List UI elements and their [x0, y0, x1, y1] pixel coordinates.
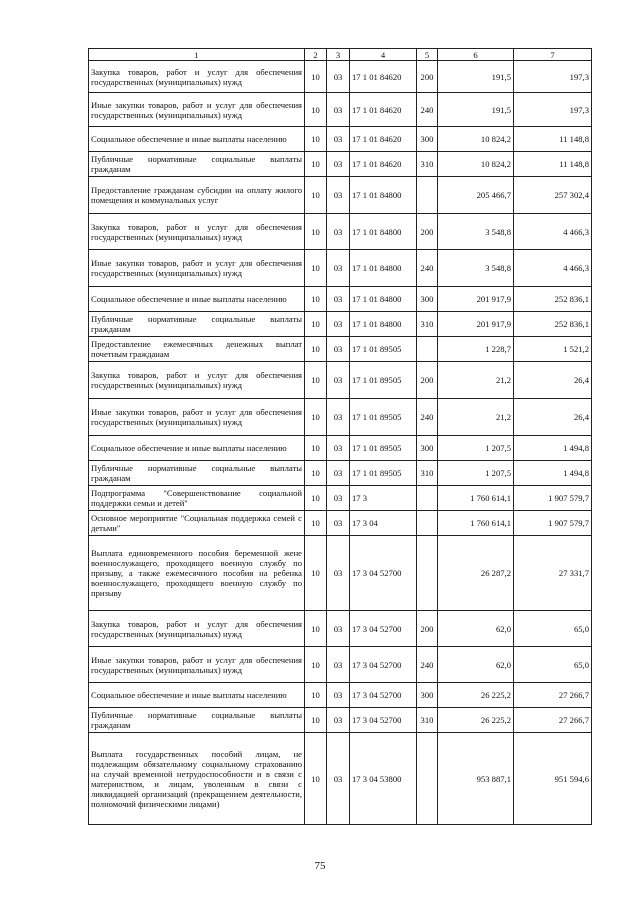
subsection-code: 03 [327, 708, 350, 733]
header-cell: 3 [327, 49, 350, 61]
table-row [89, 152, 592, 177]
row-name: Основное мероприятие "Социальная поддержка семей с детьми" [89, 511, 305, 536]
target-article-code: 17 1 01 84620 [350, 152, 417, 177]
table-row [89, 93, 592, 127]
amount-col6: 62,0 [438, 611, 514, 647]
table-row [89, 61, 592, 93]
header-cell: 7 [514, 49, 592, 61]
header-cell: 2 [305, 49, 327, 61]
amount-col7: 4 466,3 [514, 214, 592, 250]
amount-col7: 252 836,1 [514, 312, 592, 337]
expense-type-code: 310 [417, 461, 438, 486]
target-article-code: 17 1 01 84800 [350, 177, 417, 214]
expense-type-code [417, 177, 438, 214]
subsection-code: 03 [327, 486, 350, 511]
expense-type-code: 200 [417, 611, 438, 647]
expense-type-code: 310 [417, 708, 438, 733]
expense-type-code [417, 337, 438, 362]
subsection-code: 03 [327, 312, 350, 337]
row-name: Иные закупки товаров, работ и услуг для обеспечения государственных (муниципальных) нужд [89, 647, 305, 683]
table-row [89, 250, 592, 287]
subsection-code: 03 [327, 127, 350, 152]
amount-col6: 201 917,9 [438, 312, 514, 337]
amount-col6: 1 228,7 [438, 337, 514, 362]
target-article-code: 17 1 01 84620 [350, 61, 417, 93]
amount-col7: 27 331,7 [514, 536, 592, 611]
expense-type-code: 200 [417, 362, 438, 399]
row-name: Закупка товаров, работ и услуг для обеспечения государственных (муниципальных) нужд [89, 61, 305, 93]
target-article-code: 17 1 01 84620 [350, 93, 417, 127]
section-code: 10 [305, 683, 327, 708]
row-name: Публичные нормативные социальные выплаты гражданам [89, 461, 305, 486]
expense-type-code: 310 [417, 152, 438, 177]
amount-col6: 21,2 [438, 399, 514, 436]
header-cell: 1 [89, 49, 305, 61]
section-code: 10 [305, 511, 327, 536]
amount-col7: 4 466,3 [514, 250, 592, 287]
expense-type-code: 240 [417, 399, 438, 436]
amount-col6: 205 466,7 [438, 177, 514, 214]
row-name: Социальное обеспечение и иные выплаты населению [89, 287, 305, 312]
subsection-code: 03 [327, 683, 350, 708]
expense-type-code: 240 [417, 250, 438, 287]
subsection-code: 03 [327, 250, 350, 287]
table-row [89, 337, 592, 362]
header-row [89, 49, 592, 61]
expense-type-code [417, 486, 438, 511]
amount-col6: 3 548,8 [438, 214, 514, 250]
target-article-code: 17 1 01 89505 [350, 337, 417, 362]
expense-type-code: 300 [417, 127, 438, 152]
target-article-code: 17 1 01 84800 [350, 287, 417, 312]
amount-col6: 26 225,2 [438, 683, 514, 708]
amount-col7: 26,4 [514, 362, 592, 399]
amount-col6: 62,0 [438, 647, 514, 683]
section-code: 10 [305, 127, 327, 152]
table-row [89, 683, 592, 708]
amount-col7: 65,0 [514, 611, 592, 647]
expense-type-code: 200 [417, 61, 438, 93]
table-row [89, 536, 592, 611]
expense-type-code: 300 [417, 436, 438, 461]
row-name: Предоставление гражданам субсидии на оплату жилого помещения и коммунальных услуг [89, 177, 305, 214]
amount-col6: 26 287,2 [438, 536, 514, 611]
row-name: Публичные нормативные социальные выплаты гражданам [89, 152, 305, 177]
row-name: Социальное обеспечение и иные выплаты населению [89, 127, 305, 152]
table-row [89, 733, 592, 825]
expense-type-code [417, 733, 438, 825]
table-row [89, 461, 592, 486]
section-code: 10 [305, 287, 327, 312]
row-name: Публичные нормативные социальные выплаты гражданам [89, 312, 305, 337]
amount-col7: 1 907 579,7 [514, 486, 592, 511]
target-article-code: 17 1 01 84800 [350, 312, 417, 337]
amount-col6: 953 887,1 [438, 733, 514, 825]
target-article-code: 17 3 04 52700 [350, 611, 417, 647]
target-article-code: 17 3 04 [350, 511, 417, 536]
subsection-code: 03 [327, 177, 350, 214]
target-article-code: 17 3 04 53800 [350, 733, 417, 825]
row-name: Иные закупки товаров, работ и услуг для обеспечения государственных (муниципальных) нужд [89, 399, 305, 436]
amount-col6: 21,2 [438, 362, 514, 399]
amount-col7: 11 148,8 [514, 152, 592, 177]
section-code: 10 [305, 399, 327, 436]
amount-col7: 27 266,7 [514, 683, 592, 708]
expense-type-code: 240 [417, 647, 438, 683]
section-code: 10 [305, 486, 327, 511]
expense-type-code [417, 511, 438, 536]
subsection-code: 03 [327, 511, 350, 536]
target-article-code: 17 3 04 52700 [350, 536, 417, 611]
target-article-code: 17 3 [350, 486, 417, 511]
table-row [89, 486, 592, 511]
subsection-code: 03 [327, 733, 350, 825]
section-code: 10 [305, 536, 327, 611]
table-row [89, 399, 592, 436]
subsection-code: 03 [327, 362, 350, 399]
target-article-code: 17 1 01 84800 [350, 250, 417, 287]
row-name: Выплата государственных пособий лицам, не подлежащим обязательному социальному страхованию на случай временной нетрудоспособности и в связи с материнством, и лицам, уволенным в связи с ликвидацией организаций (прекращением деятельности, полномочий физическими лицами) [89, 733, 305, 825]
target-article-code: 17 3 04 52700 [350, 647, 417, 683]
row-name: Выплата единовременного пособия беременной жене военнослужащего, проходящего военную службу по призыву, а также ежемесячного пособия на ребенка военнослужащего, проходящего военную службу по призыву [89, 536, 305, 611]
subsection-code: 03 [327, 399, 350, 436]
target-article-code: 17 3 04 52700 [350, 708, 417, 733]
budget-table-sheet [88, 48, 591, 825]
table-row [89, 436, 592, 461]
amount-col6: 26 225,2 [438, 708, 514, 733]
table-row [89, 177, 592, 214]
section-code: 10 [305, 61, 327, 93]
section-code: 10 [305, 733, 327, 825]
table-row [89, 708, 592, 733]
amount-col6: 3 548,8 [438, 250, 514, 287]
amount-col7: 257 302,4 [514, 177, 592, 214]
header-cell: 6 [438, 49, 514, 61]
expense-type-code: 200 [417, 214, 438, 250]
expense-type-code: 310 [417, 312, 438, 337]
subsection-code: 03 [327, 536, 350, 611]
target-article-code: 17 1 01 89505 [350, 399, 417, 436]
table-row [89, 511, 592, 536]
section-code: 10 [305, 647, 327, 683]
section-code: 10 [305, 214, 327, 250]
row-name: Иные закупки товаров, работ и услуг для обеспечения государственных (муниципальных) нужд [89, 250, 305, 287]
table-row [89, 611, 592, 647]
row-name: Социальное обеспечение и иные выплаты населению [89, 436, 305, 461]
amount-col7: 26,4 [514, 399, 592, 436]
row-name: Социальное обеспечение и иные выплаты населению [89, 683, 305, 708]
expense-type-code: 240 [417, 93, 438, 127]
amount-col6: 191,5 [438, 61, 514, 93]
subsection-code: 03 [327, 287, 350, 312]
amount-col7: 197,3 [514, 61, 592, 93]
table-row [89, 214, 592, 250]
section-code: 10 [305, 362, 327, 399]
table-row [89, 312, 592, 337]
amount-col6: 10 824,2 [438, 127, 514, 152]
table-row [89, 647, 592, 683]
target-article-code: 17 1 01 89505 [350, 362, 417, 399]
header-cell: 4 [350, 49, 417, 61]
subsection-code: 03 [327, 152, 350, 177]
subsection-code: 03 [327, 647, 350, 683]
amount-col7: 1 494,8 [514, 461, 592, 486]
amount-col6: 191,5 [438, 93, 514, 127]
row-name: Публичные нормативные социальные выплаты гражданам [89, 708, 305, 733]
table-row [89, 287, 592, 312]
amount-col7: 27 266,7 [514, 708, 592, 733]
target-article-code: 17 1 01 84620 [350, 127, 417, 152]
section-code: 10 [305, 93, 327, 127]
subsection-code: 03 [327, 337, 350, 362]
subsection-code: 03 [327, 436, 350, 461]
amount-col7: 252 836,1 [514, 287, 592, 312]
row-name: Закупка товаров, работ и услуг для обеспечения государственных (муниципальных) нужд [89, 362, 305, 399]
section-code: 10 [305, 611, 327, 647]
subsection-code: 03 [327, 93, 350, 127]
amount-col7: 1 907 579,7 [514, 511, 592, 536]
amount-col6: 1 207,5 [438, 436, 514, 461]
amount-col7: 951 594,6 [514, 733, 592, 825]
budget-table [88, 48, 592, 825]
row-name: Предоставление ежемесячных денежных выплат почетным гражданам [89, 337, 305, 362]
section-code: 10 [305, 177, 327, 214]
amount-col7: 1 494,8 [514, 436, 592, 461]
section-code: 10 [305, 312, 327, 337]
amount-col6: 1 760 614,1 [438, 511, 514, 536]
subsection-code: 03 [327, 461, 350, 486]
target-article-code: 17 3 04 52700 [350, 683, 417, 708]
expense-type-code [417, 536, 438, 611]
amount-col6: 1 207,5 [438, 461, 514, 486]
target-article-code: 17 1 01 84800 [350, 214, 417, 250]
target-article-code: 17 1 01 89505 [350, 436, 417, 461]
section-code: 10 [305, 436, 327, 461]
amount-col6: 1 760 614,1 [438, 486, 514, 511]
header-cell: 5 [417, 49, 438, 61]
section-code: 10 [305, 708, 327, 733]
subsection-code: 03 [327, 61, 350, 93]
row-name: Подпрограмма "Совершенствование социальной поддержки семьи и детей" [89, 486, 305, 511]
amount-col7: 1 521,2 [514, 337, 592, 362]
row-name: Закупка товаров, работ и услуг для обеспечения государственных (муниципальных) нужд [89, 611, 305, 647]
row-name: Закупка товаров, работ и услуг для обеспечения государственных (муниципальных) нужд [89, 214, 305, 250]
expense-type-code: 300 [417, 287, 438, 312]
table-row [89, 362, 592, 399]
section-code: 10 [305, 337, 327, 362]
page-number: 75 [314, 860, 326, 872]
section-code: 10 [305, 250, 327, 287]
amount-col7: 65,0 [514, 647, 592, 683]
amount-col6: 10 824,2 [438, 152, 514, 177]
section-code: 10 [305, 461, 327, 486]
expense-type-code: 300 [417, 683, 438, 708]
amount-col7: 197,3 [514, 93, 592, 127]
subsection-code: 03 [327, 611, 350, 647]
amount-col7: 11 148,8 [514, 127, 592, 152]
target-article-code: 17 1 01 89505 [350, 461, 417, 486]
table-row [89, 127, 592, 152]
section-code: 10 [305, 152, 327, 177]
subsection-code: 03 [327, 214, 350, 250]
amount-col6: 201 917,9 [438, 287, 514, 312]
row-name: Иные закупки товаров, работ и услуг для обеспечения государственных (муниципальных) нужд [89, 93, 305, 127]
